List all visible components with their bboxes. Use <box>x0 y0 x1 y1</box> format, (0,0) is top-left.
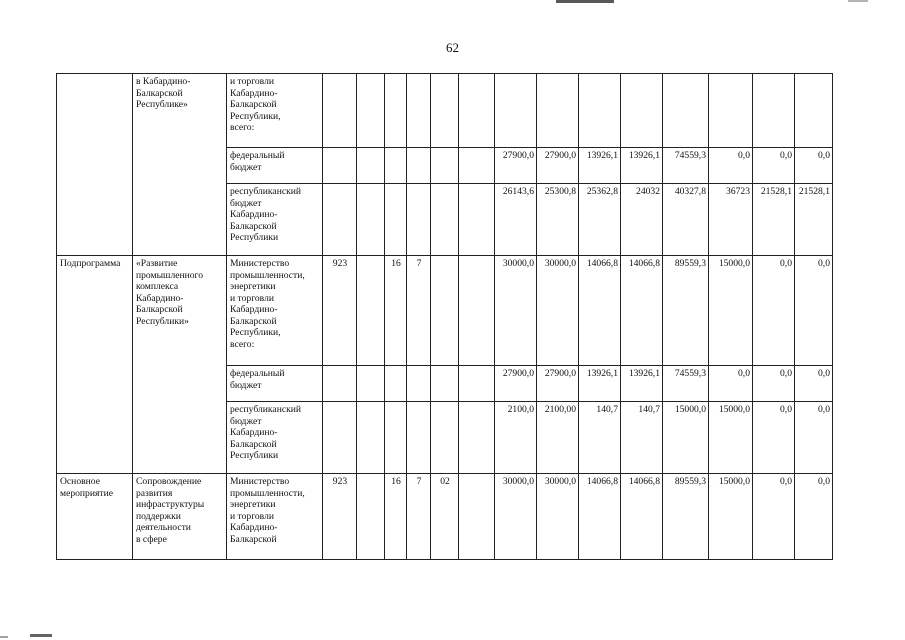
page-number: 62 <box>446 40 459 55</box>
value-cell <box>621 74 663 148</box>
value-cell: 14066,8 <box>579 474 621 560</box>
value-cell: 36723 <box>709 184 753 256</box>
grbs-cell: 923 <box>323 256 357 366</box>
vr-cell <box>431 256 459 366</box>
scan-artifact-bottom <box>30 634 52 637</box>
value-cell <box>579 74 621 148</box>
value-cell: 0,0 <box>753 256 795 366</box>
value-cell: 26143,6 <box>495 184 537 256</box>
value-cell: 0,0 <box>753 148 795 184</box>
scan-artifact-bottom-left <box>0 636 8 638</box>
cs-cell <box>407 148 431 184</box>
value-cell: 30000,0 <box>537 256 579 366</box>
vr-cell <box>431 148 459 184</box>
value-cell: 74559,3 <box>663 366 709 402</box>
pr-cell <box>385 402 407 474</box>
value-cell: 21528,1 <box>753 184 795 256</box>
status-cell: Подпрограмма <box>57 256 133 474</box>
value-cell: 15000,0 <box>709 402 753 474</box>
value-cell: 15000,0 <box>663 402 709 474</box>
vr-cell <box>431 402 459 474</box>
responsible-cell: и торговли Кабардино- Балкарской Республики, всего: <box>227 74 323 148</box>
responsible-cell: республиканский бюджет Кабардино- Балкарской Республики <box>227 402 323 474</box>
value-cell: 0,0 <box>795 366 833 402</box>
rz-cell <box>357 256 385 366</box>
value-cell: 0,0 <box>753 474 795 560</box>
value-cell: 25362,8 <box>579 184 621 256</box>
empty-cell <box>459 184 495 256</box>
cs-cell: 7 <box>407 256 431 366</box>
budget-table <box>56 73 833 560</box>
pr-cell <box>385 366 407 402</box>
name-cell: в Кабардино- Балкарской Республике» <box>133 74 227 256</box>
responsible-cell: Министерство промышленности, энергетики и торговли Кабардино- Балкарской Республики, всего: <box>227 256 323 366</box>
pr-cell: 16 <box>385 474 407 560</box>
empty-cell <box>459 474 495 560</box>
rz-cell <box>357 184 385 256</box>
value-cell <box>709 74 753 148</box>
status-cell: Основное мероприятие <box>57 474 133 560</box>
responsible-cell: республиканский бюджет Кабардино- Балкарской Республики <box>227 184 323 256</box>
grbs-cell <box>323 184 357 256</box>
value-cell: 27900,0 <box>537 148 579 184</box>
vr-cell: 02 <box>431 474 459 560</box>
responsible-cell: федеральный бюджет <box>227 366 323 402</box>
value-cell: 0,0 <box>709 148 753 184</box>
empty-cell <box>459 74 495 148</box>
value-cell: 2100,0 <box>495 402 537 474</box>
value-cell: 0,0 <box>795 402 833 474</box>
grbs-cell: 923 <box>323 474 357 560</box>
grbs-cell <box>323 402 357 474</box>
scan-artifact-top-right <box>848 0 868 2</box>
responsible-cell: федеральный бюджет <box>227 148 323 184</box>
value-cell: 15000,0 <box>709 256 753 366</box>
value-cell: 0,0 <box>753 366 795 402</box>
value-cell <box>495 74 537 148</box>
value-cell: 40327,8 <box>663 184 709 256</box>
table-row <box>57 74 833 148</box>
value-cell: 24032 <box>621 184 663 256</box>
value-cell: 140,7 <box>621 402 663 474</box>
status-cell <box>57 74 133 256</box>
empty-cell <box>459 366 495 402</box>
grbs-cell <box>323 74 357 148</box>
rz-cell <box>357 474 385 560</box>
value-cell: 21528,1 <box>795 184 833 256</box>
value-cell: 140,7 <box>579 402 621 474</box>
cs-cell <box>407 402 431 474</box>
grbs-cell <box>323 366 357 402</box>
name-cell: «Развитие промышленного комплекса Кабардино- Балкарской Республики» <box>133 256 227 474</box>
value-cell: 0,0 <box>709 366 753 402</box>
empty-cell <box>459 256 495 366</box>
value-cell: 14066,8 <box>621 474 663 560</box>
value-cell: 25300,8 <box>537 184 579 256</box>
value-cell: 30000,0 <box>495 474 537 560</box>
cs-cell <box>407 184 431 256</box>
value-cell: 74559,3 <box>663 148 709 184</box>
value-cell: 27900,0 <box>495 148 537 184</box>
value-cell <box>795 74 833 148</box>
scan-artifact-top <box>556 0 614 3</box>
value-cell: 27900,0 <box>495 366 537 402</box>
rz-cell <box>357 402 385 474</box>
value-cell: 30000,0 <box>537 474 579 560</box>
value-cell <box>753 74 795 148</box>
rz-cell <box>357 366 385 402</box>
pr-cell <box>385 74 407 148</box>
value-cell <box>663 74 709 148</box>
value-cell: 14066,8 <box>621 256 663 366</box>
pr-cell <box>385 148 407 184</box>
value-cell: 2100,00 <box>537 402 579 474</box>
value-cell: 13926,1 <box>621 366 663 402</box>
rz-cell <box>357 74 385 148</box>
vr-cell <box>431 74 459 148</box>
value-cell: 0,0 <box>795 256 833 366</box>
name-cell: Сопровождение развития инфраструктуры поддержки деятельности в сфере <box>133 474 227 560</box>
value-cell: 89559,3 <box>663 474 709 560</box>
pr-cell: 16 <box>385 256 407 366</box>
empty-cell <box>459 402 495 474</box>
cs-cell: 7 <box>407 474 431 560</box>
value-cell: 14066,8 <box>579 256 621 366</box>
rz-cell <box>357 148 385 184</box>
responsible-cell: Министерство промышленности, энергетики и торговли Кабардино- Балкарской <box>227 474 323 560</box>
value-cell: 0,0 <box>753 402 795 474</box>
vr-cell <box>431 366 459 402</box>
empty-cell <box>459 148 495 184</box>
cs-cell <box>407 74 431 148</box>
pr-cell <box>385 184 407 256</box>
value-cell: 30000,0 <box>495 256 537 366</box>
value-cell: 13926,1 <box>621 148 663 184</box>
value-cell: 0,0 <box>795 474 833 560</box>
table-row <box>57 474 833 560</box>
cs-cell <box>407 366 431 402</box>
grbs-cell <box>323 148 357 184</box>
value-cell: 15000,0 <box>709 474 753 560</box>
value-cell: 27900,0 <box>537 366 579 402</box>
value-cell: 13926,1 <box>579 366 621 402</box>
value-cell <box>537 74 579 148</box>
table-row <box>57 256 833 366</box>
value-cell: 13926,1 <box>579 148 621 184</box>
value-cell: 89559,3 <box>663 256 709 366</box>
vr-cell <box>431 184 459 256</box>
value-cell: 0,0 <box>795 148 833 184</box>
